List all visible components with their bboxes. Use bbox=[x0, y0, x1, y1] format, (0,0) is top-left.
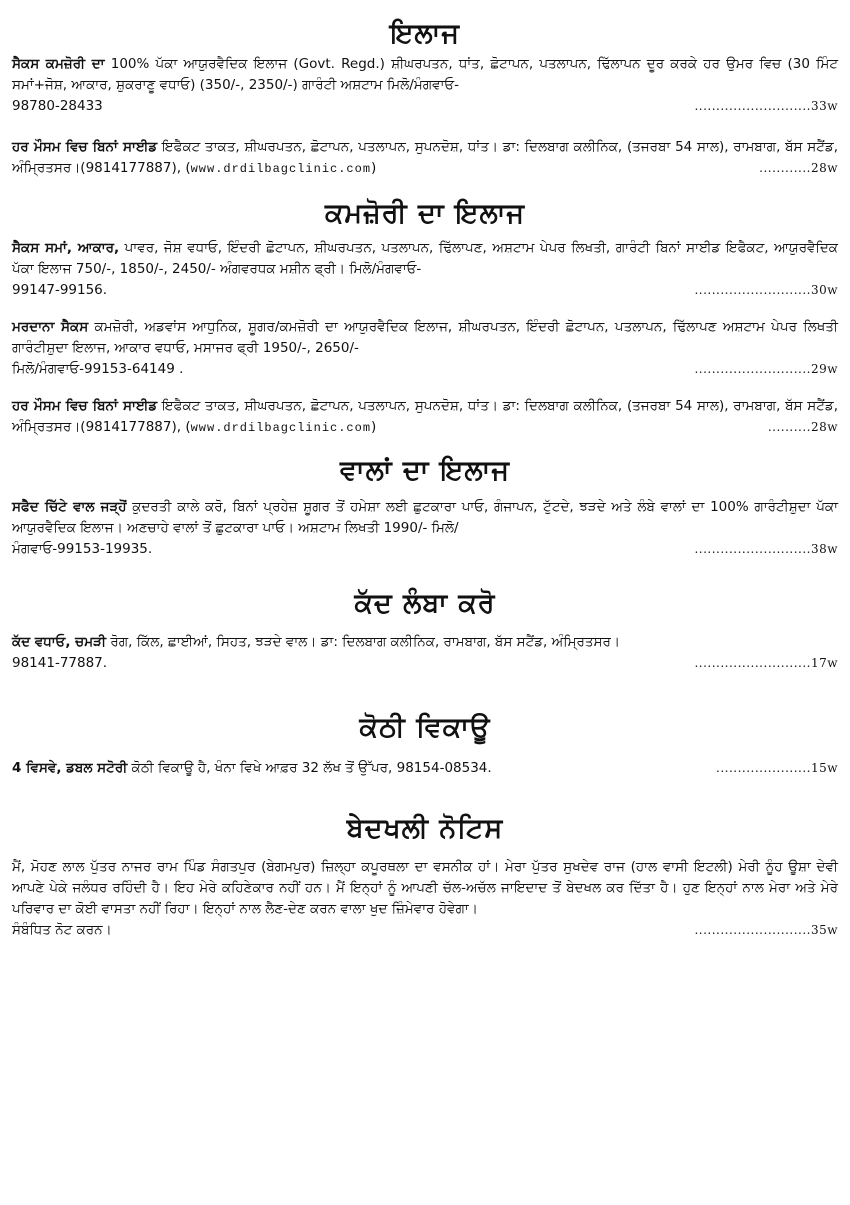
ad-body: ਕਮਜ਼ੋਰੀ, ਅਡਵਾਂਸ ਆਧੁਨਿਕ, ਸ਼ੂਗਰ/ਕਮਜ਼ੋਰੀ ਦਾ ਆਯੁਰਵੈਦਿਕ ਇਲਾਜ, ਸ਼ੀਘਰਪਤਨ, ਇੰਦਰੀ ਛੋਟਾਪਨ, ਪਤਲਾਪਨ, ਢਿੱਲਾਪਣ ਅਸ਼ਟਾਮ ਪੇਪਰ ਲਿਖਤੀ ਗਾਰੰਟੀਸ਼ੁਦਾ ਇਲਾਜ, ਆਕਾਰ ਵਧਾਓ, ਮਸਾਜਰ ਫ੍ਰੀ 1950/-, 2650/- bbox=[12, 319, 838, 356]
section-heading-hair-treatment: ਵਾਲਾਂ ਦਾ ਇਲਾਜ bbox=[340, 455, 510, 486]
ad-lead: ਸਫੈਦ ਚਿੱਟੇ ਵਾਲ ਜੜ੍ਹੋਂ bbox=[12, 499, 127, 515]
ad-code: ...........................30w bbox=[694, 283, 838, 297]
ad-tail: ) bbox=[371, 160, 377, 176]
ad-code: ............28w bbox=[759, 161, 838, 175]
ad-item bbox=[12, 497, 838, 560]
section-heading-weakness-treatment: ਕਮਜ਼ੋਰੀ ਦਾ ਇਲਾਜ bbox=[324, 198, 526, 229]
ad-body: ਕੁਦਰਤੀ ਕਾਲੇ ਕਰੋ, ਬਿਨਾਂ ਪ੍ਰਹੇਜ਼ ਸ਼ੂਗਰ ਤੋਂ ਹਮੇਸ਼ਾ ਲਈ ਛੁਟਕਾਰਾ ਪਾਓ, ਗੰਜਾਪਨ, ਟੁੱਟਦੇ, ਝੜਦੇ ਅਤੇ ਲੰਬੇ ਵਾਲਾਂ ਦਾ 100% ਗਾਰੰਟੀਸ਼ੁਦਾ ਪੱਕਾ ਆਯੁਰਵੈਦਿਕ ਇਲਾਜ। ਅਣਚਾਹੇ ਵਾਲਾਂ ਤੋਂ ਛੁਟਕਾਰਾ ਪਾਓ। ਅਸ਼ਟਾਮ ਲਿਖਤੀ 1990/- ਮਿਲੋ/ bbox=[12, 499, 838, 536]
ad-tail: ਮਿਲੋ/ਮੰਗਵਾਓ-99153-64149 . bbox=[12, 361, 184, 377]
ad-code: ......................15w bbox=[716, 761, 838, 775]
ad-body: ਇਫੈਕਟ ਤਾਕਤ, ਸ਼ੀਘਰਪਤਨ, ਛੋਟਾਪਨ, ਪਤਲਾਪਨ, ਸੁਪਨਦੋਸ਼, ਧਾਂਤ। ਡਾ: ਦਿਲਬਾਗ ਕਲੀਨਿਕ, (ਤਜਰਬਾ 54 ਸਾਲ), ਰਾਮਬਾਗ, ਬੱਸ ਸਟੈਂਡ, ਅੰਮ੍ਰਿਤਸਰ।(9814177887), ( bbox=[12, 398, 838, 435]
ad-tail-line bbox=[12, 920, 838, 941]
ad-tail: 98780-28433 bbox=[12, 98, 103, 114]
ad-lead: ਮਰਦਾਨਾ ਸੈਕਸ bbox=[12, 319, 89, 335]
ad-tail-line bbox=[12, 359, 838, 380]
ad-tail-line bbox=[12, 539, 838, 560]
ad-item bbox=[12, 857, 838, 941]
ad-tail: 98141-77887. bbox=[12, 655, 108, 671]
ad-tail-line bbox=[12, 653, 838, 674]
ad-code: ...........................17w bbox=[694, 656, 838, 670]
ad-body: ਰੋਗ, ਕਿੱਲ, ਛਾਈਆਂ, ਸਿਹਤ, ਝੜਦੇ ਵਾਲ। ਡਾ: ਦਿਲਬਾਗ ਕਲੀਨਿਕ, ਰਾਮਬਾਗ, ਬੱਸ ਸਟੈਂਡ, ਅੰਮ੍ਰਿਤਸਰ। bbox=[106, 634, 620, 650]
ad-tail-line bbox=[12, 96, 838, 117]
ad-body: ਕੋਠੀ ਵਿਕਾਊ ਹੈ, ਖੰਨਾ ਵਿਖੇ ਆਫ਼ਰ 32 ਲੱਖ ਤੋਂ ਉੱਪਰ, 98154-08534. bbox=[127, 760, 492, 776]
ad-website: www.drdilbagclinic.com bbox=[190, 162, 372, 176]
ad-code: ...........................33w bbox=[694, 99, 838, 113]
ad-item bbox=[12, 137, 838, 180]
ad-tail: ) bbox=[371, 419, 377, 435]
ad-lead: ਸੈਕਸ ਸਮਾਂ, ਆਕਾਰ, bbox=[12, 240, 120, 256]
ad-code: ...........................35w bbox=[694, 923, 838, 937]
ad-body: 100% ਪੱਕਾ ਆਯੁਰਵੈਦਿਕ ਇਲਾਜ (Govt. Regd.) ਸ਼ੀਘਰਪਤਨ, ਧਾਂਤ, ਛੋਟਾਪਨ, ਪਤਲਾਪਨ, ਢਿੱਲਾਪਨ ਦੂਰ ਕਰਕੇ ਹਰ ਉਮਰ ਵਿਚ (30 ਮਿੰਟ ਸਮਾਂ+ਜੋਸ਼, ਆਕਾਰ, ਸ਼ੁਕਰਾਣੂ ਵਧਾਓ) (350/-, 2350/-) ਗਾਰੰਟੀ ਅਸ਼ਟਾਮ ਮਿਲੋ/ਮੰਗਵਾਓ- bbox=[12, 56, 838, 93]
ad-tail: ਮੰਗਵਾਓ-99153-19935. bbox=[12, 541, 153, 557]
section-heading-house-for-sale: ਕੋਠੀ ਵਿਕਾਊ bbox=[359, 712, 491, 743]
ad-tail: ਸੰਬੰਧਿਤ ਨੋਟ ਕਰਨ। bbox=[12, 922, 112, 938]
ad-lead: ਕੱਦ ਵਧਾਓ, ਚਮੜੀ bbox=[12, 634, 107, 650]
ad-website: www.drdilbagclinic.com bbox=[190, 421, 372, 435]
ad-body: ਮੈਂ, ਮੋਹਣ ਲਾਲ ਪੁੱਤਰ ਨਾਜਰ ਰਾਮ ਪਿੰਡ ਸੰਗਤਪੁਰ (ਬੇਗਮਪੁਰ) ਜ਼ਿਲ੍ਹਾ ਕਪੂਰਥਲਾ ਦਾ ਵਸਨੀਕ ਹਾਂ। ਮੇਰਾ ਪੁੱਤਰ ਸੁਖਦੇਵ ਰਾਜ (ਹਾਲ ਵਾਸੀ ਇਟਲੀ) ਮੇਰੀ ਨੂੰਹ ਊਸ਼ਾ ਦੇਵੀ ਆਪਣੇ ਪੇਕੇ ਜਲੰਧਰ ਰਹਿੰਦੀ ਹੈ। ਇਹ ਮੇਰੇ ਕਹਿਣੇਕਾਰ ਨਹੀਂ ਹਨ। ਮੈਂ ਇਨ੍ਹਾਂ ਨੂੰ ਆਪਣੀ ਚੱਲ-ਅਚੱਲ ਜਾਇਦਾਦ ਤੋਂ ਬੇਦਖਲ ਕਰ ਦਿੱਤਾ ਹੈ। ਹੁਣ ਇਨ੍ਹਾਂ ਨਾਲ ਮੇਰਾ ਅਤੇ ਮੇਰੇ ਪਰਿਵਾਰ ਦਾ ਕੋਈ ਵਾਸਤਾ ਨਹੀਂ ਰਿਹਾ। ਇਨ੍ਹਾਂ ਨਾਲ ਲੈਣ-ਦੇਣ ਕਰਨ ਵਾਲਾ ਖੁਦ ਜ਼ਿੰਮੇਵਾਰ ਹੋਵੇਗਾ। bbox=[12, 859, 838, 917]
ad-lead: 4 ਵਿਸਵੇ, ਡਬਲ ਸਟੋਰੀ bbox=[12, 760, 128, 776]
ad-body: ਇਫੈਕਟ ਤਾਕਤ, ਸ਼ੀਘਰਪਤਨ, ਛੋਟਾਪਨ, ਪਤਲਾਪਨ, ਸੁਪਨਦੋਸ਼, ਧਾਂਤ। ਡਾ: ਦਿਲਬਾਗ ਕਲੀਨਿਕ, (ਤਜਰਬਾ 54 ਸਾਲ), ਰਾਮਬਾਗ, ਬੱਸ ਸਟੈਂਡ, ਅੰਮ੍ਰਿਤਸਰ।(9814177887), ( bbox=[12, 139, 838, 176]
ad-code: ...........................29w bbox=[694, 362, 838, 376]
ad-tail-line bbox=[12, 280, 838, 301]
section-heading-height-increase: ਕੱਦ ਲੰਬਾ ਕਰੋ bbox=[354, 588, 496, 619]
ad-item bbox=[12, 54, 838, 117]
ad-item bbox=[12, 632, 838, 674]
section-heading-eviction-notice: ਬੇਦਖਲੀ ਨੋਟਿਸ bbox=[346, 813, 504, 844]
ad-code: ..........28w bbox=[767, 420, 838, 434]
ad-item bbox=[12, 317, 838, 380]
ad-lead: ਹਰ ਮੌਸਮ ਵਿਚ ਬਿਨਾਂ ਸਾਈਡ bbox=[12, 139, 158, 155]
ad-item bbox=[12, 238, 838, 301]
section-heading-treatment: ਇਲਾਜ bbox=[389, 18, 461, 49]
ad-code: ...........................38w bbox=[694, 542, 838, 556]
ad-lead: ਸੈਕਸ ਕਮਜ਼ੋਰੀ ਦਾ bbox=[12, 56, 105, 72]
ad-lead: ਹਰ ਮੌਸਮ ਵਿਚ ਬਿਨਾਂ ਸਾਈਡ bbox=[12, 398, 158, 414]
ad-item bbox=[12, 396, 838, 439]
ad-tail: 99147-99156. bbox=[12, 282, 108, 298]
ad-body: ਪਾਵਰ, ਜੋਸ਼ ਵਧਾਓ, ਇੰਦਰੀ ਛੋਟਾਪਨ, ਸ਼ੀਘਰਪਤਨ, ਪਤਲਾਪਨ, ਢਿੱਲਾਪਣ, ਅਸ਼ਟਾਮ ਪੇਪਰ ਲਿਖਤੀ, ਗਾਰੰਟੀ ਬਿਨਾਂ ਸਾਈਡ ਇਫੈਕਟ, ਆਯੁਰਵੈਦਿਕ ਪੱਕਾ ਇਲਾਜ 750/-, 1850/-, 2450/- ਅੰਗਵਰਧਕ ਮਸ਼ੀਨ ਫ੍ਰੀ। ਮਿਲੋ/ਮੰਗਵਾਓ- bbox=[12, 240, 839, 277]
ad-item bbox=[12, 758, 838, 779]
